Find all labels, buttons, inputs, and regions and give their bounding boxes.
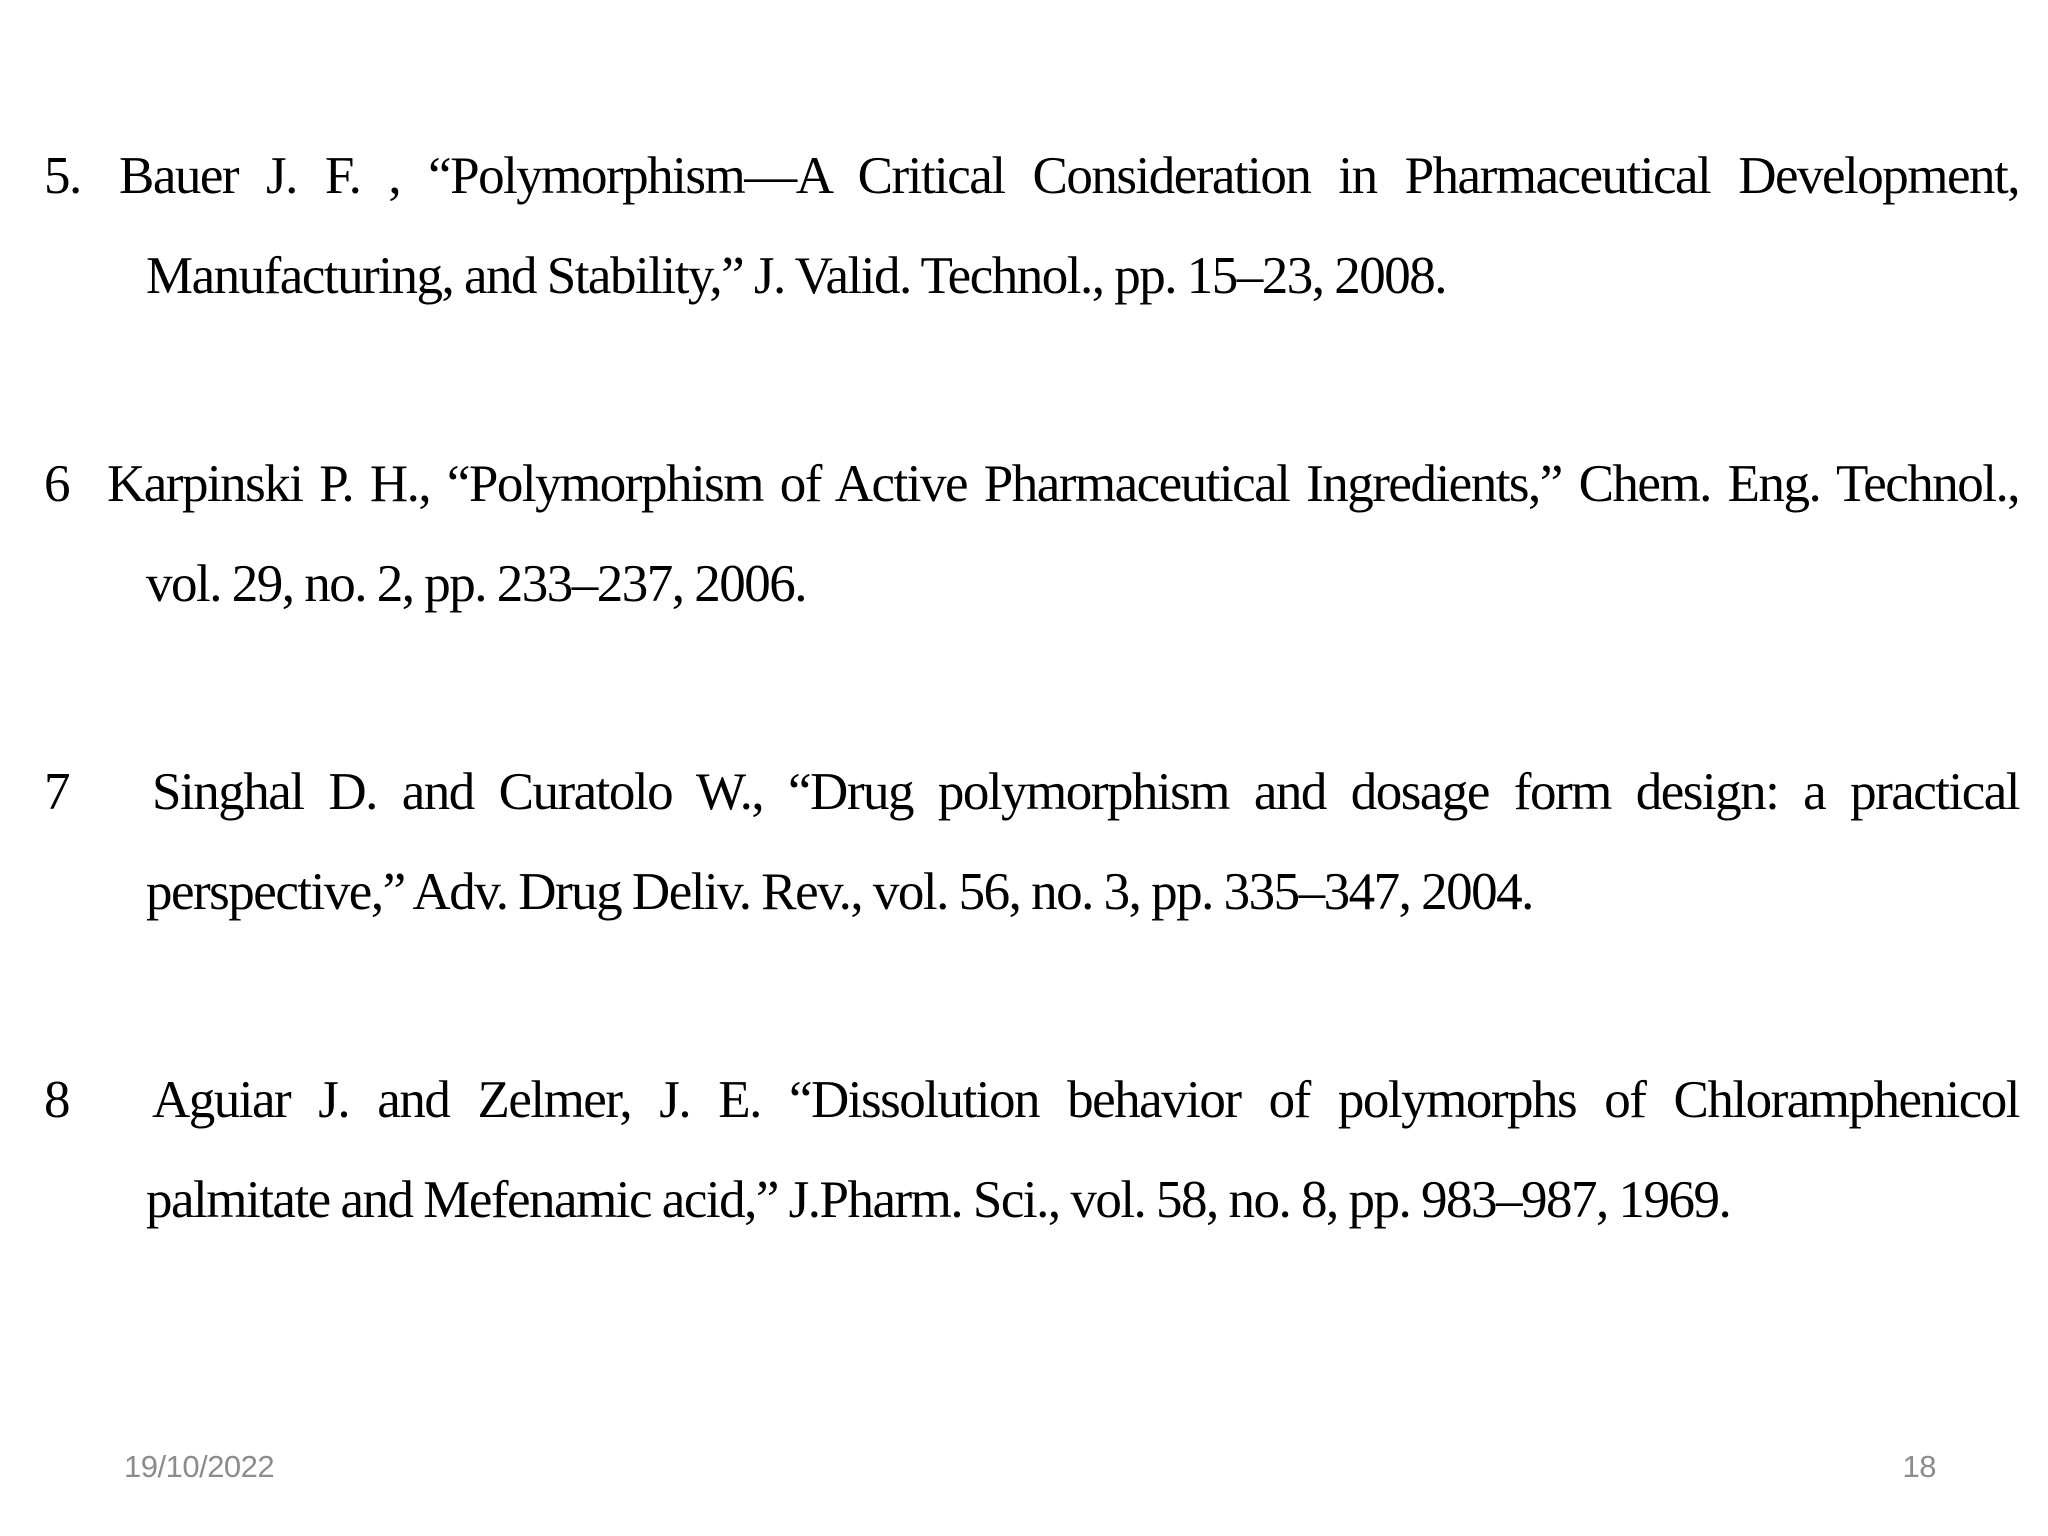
reference-item-8 (44, 1069, 2019, 1229)
reference-line-1 (44, 761, 2019, 823)
reference-number: 7 (44, 763, 69, 821)
reference-text-line-1: Karpinski P. H., “Polymorphism of Active Pharmaceutical Ingredients,” Chem. Eng. Technol., (107, 455, 2019, 513)
reference-line-1 (44, 145, 2019, 207)
reference-text-line-2: vol. 29, no. 2, pp. 233–237, 2006. (146, 555, 806, 613)
reference-item-7 (44, 761, 2019, 921)
reference-text-line-1: Singhal D. and Curatolo W., “Drug polymorphism and dosage form design: a practical (152, 763, 2019, 821)
reference-text-line-1: Aguiar J. and Zelmer, J. E. “Dissolution behavior of polymorphs of Chloramphenicol (152, 1071, 2019, 1129)
reference-item-6 (44, 453, 2019, 613)
reference-item-5 (44, 145, 2019, 305)
reference-line-1 (44, 1069, 2019, 1131)
footer-page-number: 18 (1902, 1449, 1936, 1484)
reference-text-line-2: perspective,” Adv. Drug Deliv. Rev., vol. 56, no. 3, pp. 335–347, 2004. (146, 863, 1533, 921)
reference-number: 5. (44, 147, 81, 205)
reference-line-1 (44, 453, 2019, 515)
footer-date: 19/10/2022 (124, 1449, 275, 1484)
reference-text-line-2: Manufacturing, and Stability,” J. Valid. Technol., pp. 15–23, 2008. (146, 247, 1446, 305)
reference-text-line-1: Bauer J. F. , “Polymorphism—A Critical Consideration in Pharmaceutical Development, (119, 147, 2019, 205)
reference-number: 8 (44, 1071, 69, 1129)
reference-number: 6 (44, 455, 69, 513)
reference-text-line-2: palmitate and Mefenamic acid,” J.Pharm. Sci., vol. 58, no. 8, pp. 983–987, 1969. (146, 1171, 1731, 1229)
